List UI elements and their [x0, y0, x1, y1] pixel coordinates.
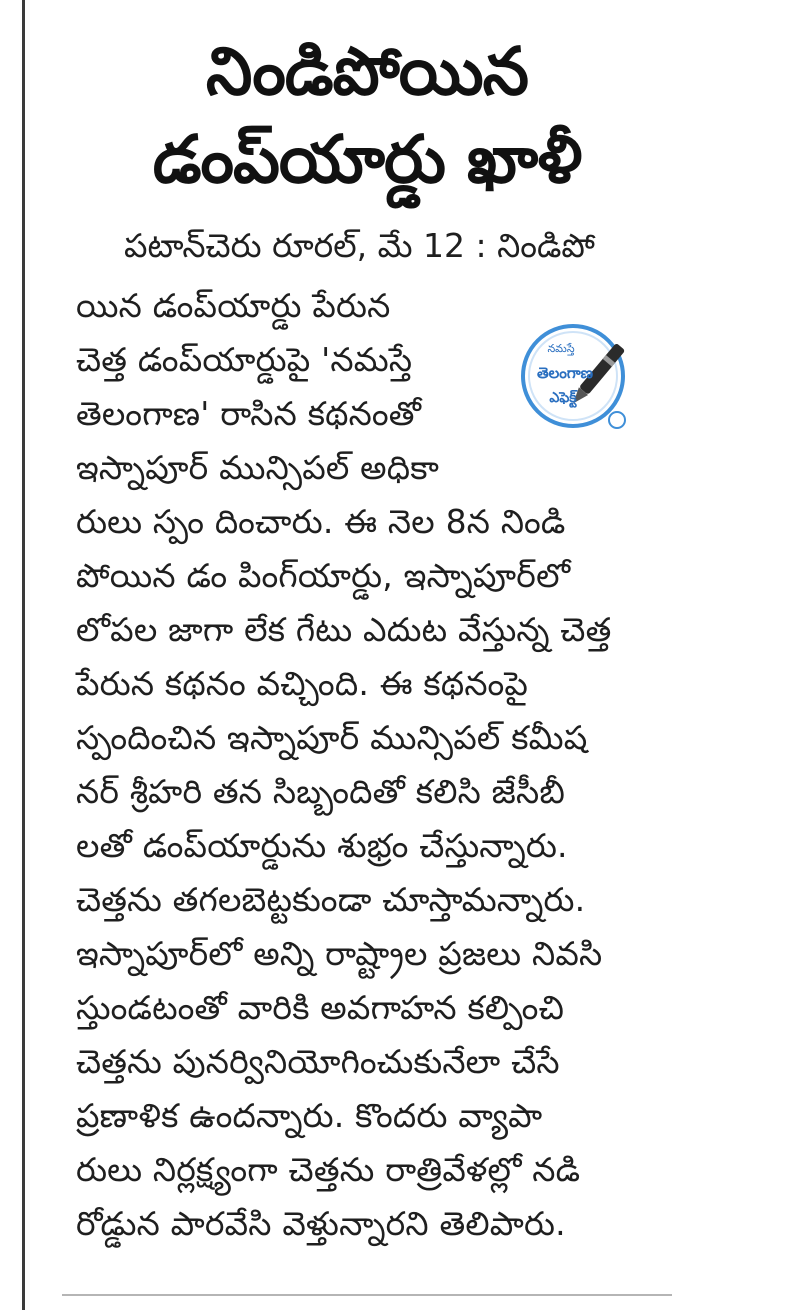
news-clipping — [62, 0, 672, 1310]
body-line: తెలంగాణ' రాసిన కథనంతో — [76, 394, 422, 433]
logo-text-effect: ఎఫెక్ట్ — [549, 390, 577, 406]
headline-line-2: డంప్‌యార్డు ఖాళీ — [152, 121, 582, 198]
logo-text-namaste: నమస్తే — [547, 342, 575, 355]
column-divider — [22, 0, 25, 1310]
body-line: ఇస్నాపూర్‌లో అన్ని రాష్ట్రాల ప్రజలు నివసి — [76, 934, 603, 973]
body-line: లతో డంప్‌యార్డును శుభ్రం చేస్తున్నారు. — [76, 826, 568, 865]
body-line: చెత్తను తగలబెట్టకుండా చూస్తామన్నారు. — [76, 880, 586, 919]
logo-text-telangana: తెలంగాణ — [536, 364, 594, 382]
logo-pen-tip-circle — [609, 412, 625, 428]
body-line: ప్రణాళిక ఉందన్నారు. కొందరు వ్యాపా — [76, 1096, 543, 1135]
body-line: రులు నిర్లక్ష్యంగా చెత్తను రాత్రివేళల్లో నడి — [76, 1150, 581, 1189]
body-line: పేరున కథనం వచ్చింది. ఈ కథనంపై — [76, 664, 529, 703]
body-line: రోడ్డున పారవేసి వెళ్తున్నారని తెలిపారు. — [76, 1204, 566, 1243]
body-line: స్తుండటంతో వారికి అవగాహన కల్పించి — [76, 988, 565, 1027]
dateline: పటాన్‌చెరు రూరల్‌, మే 12 : నిండిపో — [124, 226, 596, 265]
body-line: ఇస్నాపూర్‌ మున్సిపల్‌ అధికా — [76, 448, 440, 487]
bottom-divider — [62, 1294, 672, 1296]
body-line: రులు స్పం దించారు. ఈ నెల 8న నిండి — [76, 502, 566, 541]
body-line: నర్‌ శ్రీహరి తన సిబ్బందితో కలిసి జేసీబీ — [76, 772, 565, 811]
body-line: స్పందించిన ఇస్నాపూర్‌ మున్సిపల్‌ కమీష — [76, 718, 588, 757]
body-line: పోయిన డం పింగ్‌యార్డు, ఇస్నాపూర్‌లో — [76, 556, 571, 595]
body-line: లోపల జాగా లేక గేటు ఎదుట వేస్తున్న చెత్త — [76, 610, 612, 649]
body-line: చెత్త డంప్‌యార్డుపై 'నమస్తే — [76, 340, 413, 379]
namaste-telangana-effect-logo — [517, 320, 632, 435]
body-line: చెత్తను పునర్వినియోగించుకునేలా చేసే — [76, 1042, 560, 1081]
headline — [62, 28, 672, 204]
body-line: యిన డంప్‌యార్డు పేరున — [76, 286, 391, 325]
headline-line-1: నిండిపోయిన — [205, 33, 529, 110]
logo-emblem — [517, 320, 632, 435]
